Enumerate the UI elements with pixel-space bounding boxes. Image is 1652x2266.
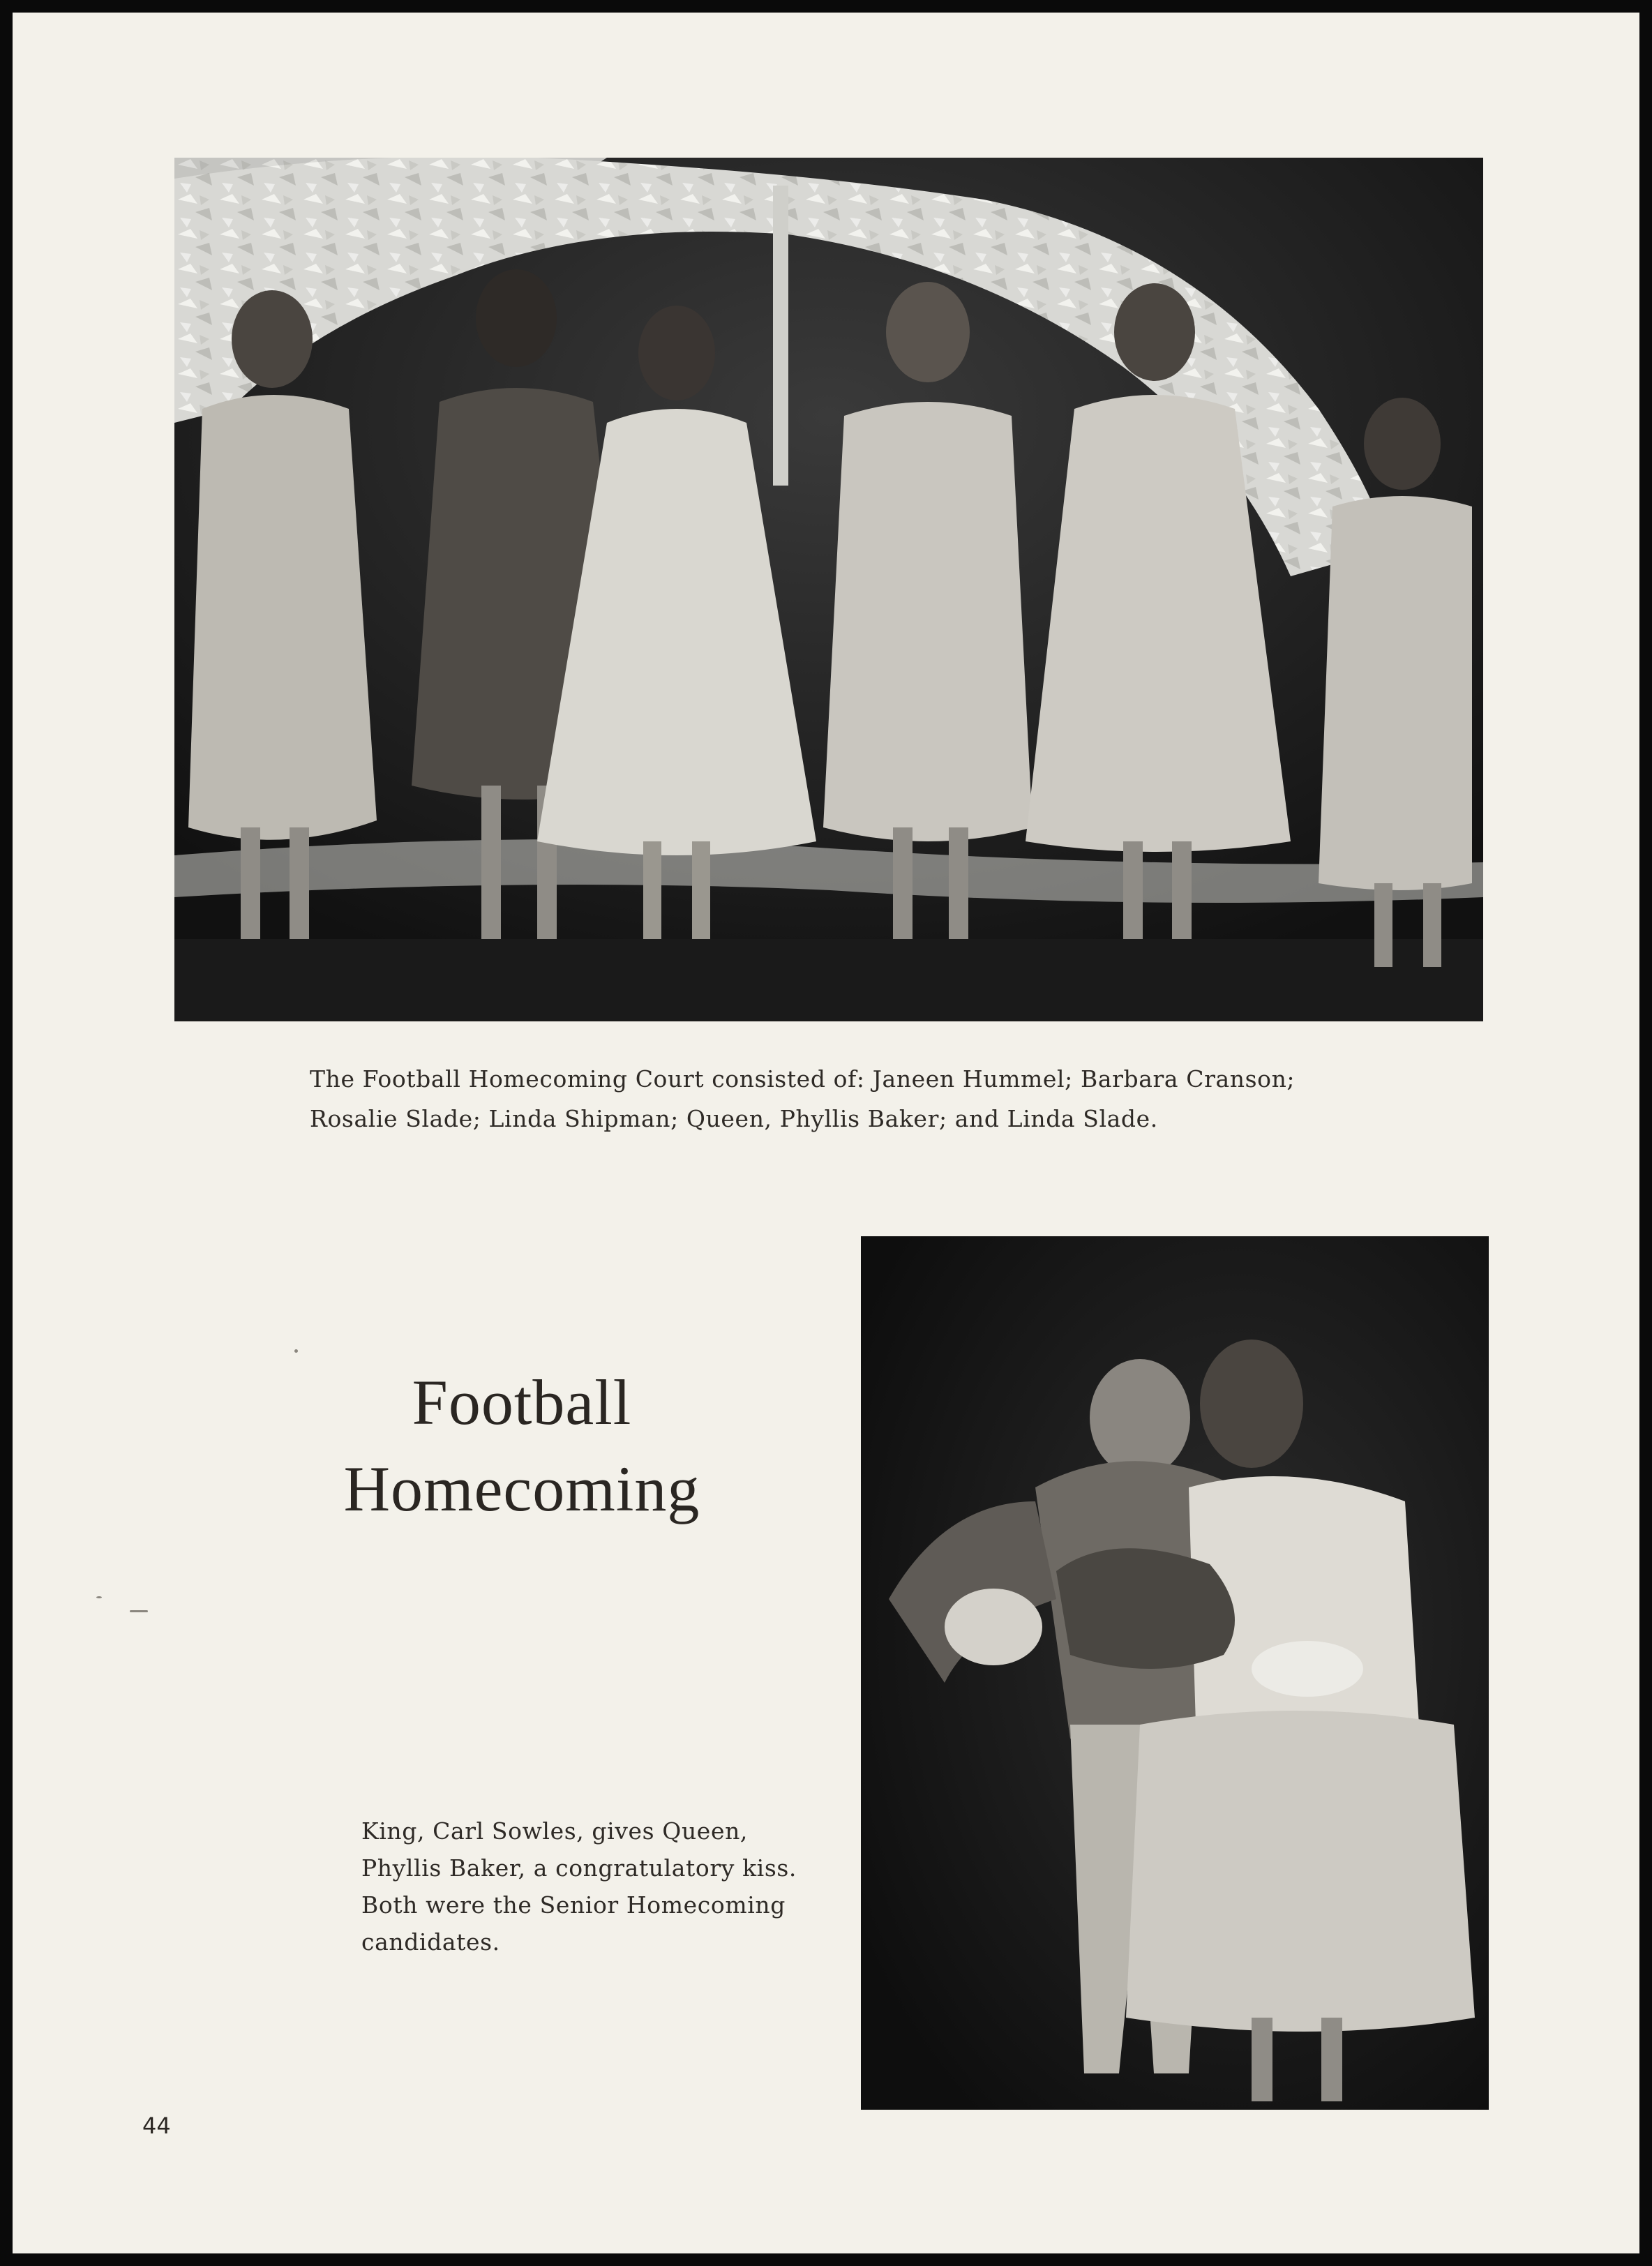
paper-speck xyxy=(294,1349,298,1353)
caption-line: Phyllis Baker, a congratulatory kiss. xyxy=(361,1854,797,1882)
page-number: 44 xyxy=(142,2113,171,2139)
caption-line: The Football Homecoming Court consisted of: Janeen Hummel; Barbara Cranson; xyxy=(310,1065,1296,1093)
homecoming-court-photo xyxy=(174,158,1483,1021)
yearbook-page xyxy=(13,13,1639,2253)
page-title xyxy=(278,1359,766,1532)
king-queen-kiss-image xyxy=(861,1236,1489,2110)
caption-line: King, Carl Sowles, gives Queen, xyxy=(361,1817,749,1845)
caption-line: Rosalie Slade; Linda Shipman; Queen, Phyllis Baker; and Linda Slade. xyxy=(310,1105,1158,1132)
page-title-line: Homecoming xyxy=(343,1453,700,1524)
homecoming-court-caption xyxy=(310,1059,1398,1139)
paper-speck xyxy=(130,1610,148,1612)
caption-line: candidates. xyxy=(361,1928,500,1956)
king-queen-caption xyxy=(361,1813,836,1960)
king-queen-kiss-photo xyxy=(861,1236,1489,2110)
caption-line: Both were the Senior Homecoming xyxy=(361,1891,786,1919)
homecoming-court-image xyxy=(174,158,1483,1021)
page-title-line: Football xyxy=(412,1367,632,1438)
paper-speck xyxy=(96,1596,102,1598)
